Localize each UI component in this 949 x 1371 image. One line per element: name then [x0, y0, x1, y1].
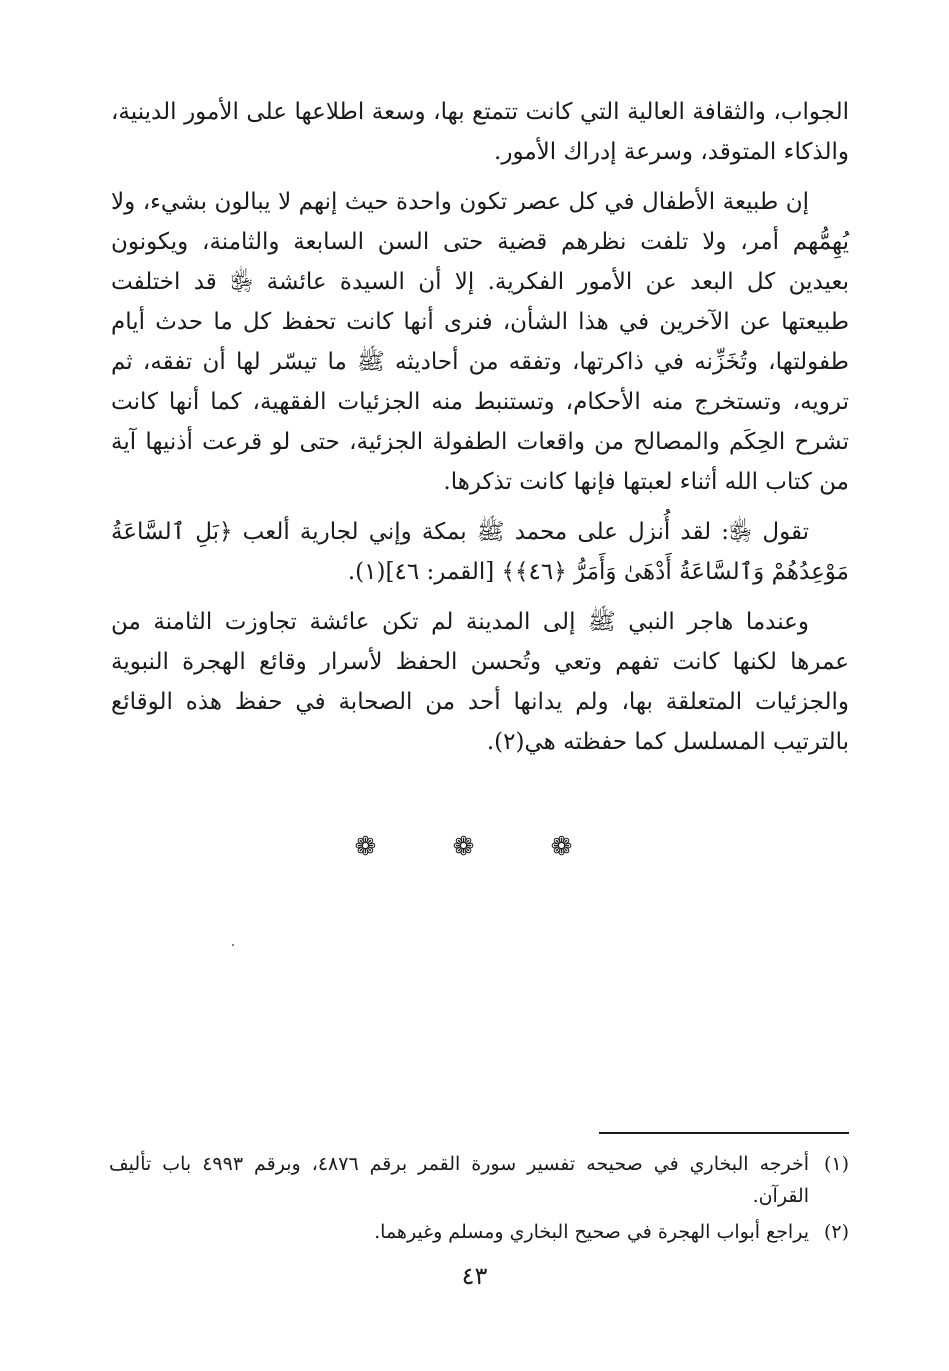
paragraph-2: إن طبيعة الأطفال في كل عصر تكون واحدة حيث إنهم لا يبالون بشيء، ولا يُهِمُّهم أمر، ولا تلفت نظرهم قضية حتى السن السابعة والثامنة، ويكونون بعيدين كل البعد عن الأمور الفكرية. إلا أن السيدة عائشة ﵂ قد اختلفت طبيعتها عن الآخرين في هذا الشأن، فنرى أنها كانت تحفظ كل ما حدث أيام طفولتها، وتُخَزِّنه في ذاكرتها، وتفقه من أحاديثه ﷺ ما تيسّر لها أن تفقه، ثم ترويه، وتستخرج منه الأحكام، وتستنبط منه الجزئيات الفقهية، كما أنها كانت تشرح الحِكَم والمصالح من واقعات الطفولة الجزئية، حتى لو قرعت أذنيها آية من كتاب الله أثناء لعبتها فإنها كانت تذكرها.: [111, 189, 849, 495]
paragraph-4: وعندما هاجر النبي ﷺ إلى المدينة لم تكن عائشة تجاوزت الثامنة من عمرها لكنها كانت تفهم وتعي وتُحسن الحفظ لأسرار وقائع الهجرة النبوية والجزئيات المتعلقة بها، ولم يدانها أحد من الصحابة في حفظ هذه الوقائع بالترتيب المسلسل كما حفظته هي(٢).: [111, 609, 849, 755]
footnote-number: (١): [823, 1153, 849, 1175]
ornament-flower-icon: ❁: [452, 832, 497, 862]
footnote-number: (٢): [823, 1221, 849, 1243]
ornament-flower-icon: ❁: [550, 832, 595, 862]
main-text: [111, 92, 849, 772]
section-divider-ornaments: [0, 832, 949, 862]
footnote-text: يراجع أبواب الهجرة في صحيح البخاري ومسلم وغيرهما.: [374, 1221, 809, 1243]
footnote-2: [109, 1216, 849, 1248]
footnote-separator: [599, 1132, 849, 1134]
page-number: ٤٣: [461, 1262, 488, 1290]
paragraph-1: الجواب، والثقافة العالية التي كانت تتمتع بها، وسعة اطلاعها على الأمور الدينية، والذكاء المتوقد، وسرعة إدراك الأمور.: [111, 99, 849, 165]
paragraph-3-hadith-quote: تقول ﵂: لقد أُنزل على محمد ﷺ بمكة وإني لجارية ألعب ﴿بَلِ ٱلسَّاعَةُ مَوْعِدُهُمْ وَٱلسَّاعَةُ أَدْهَىٰ وَأَمَرُّ ﴿٤٦﴾﴾ [القمر: ٤٦](١).: [111, 519, 849, 585]
footnote-1: [109, 1148, 849, 1212]
footnote-text: أخرجه البخاري في صحيحه تفسير سورة القمر برقم ٤٨٧٦، وبرقم ٤٩٩٣ باب تأليف القرآن.: [109, 1153, 810, 1207]
footnotes: [109, 1148, 849, 1252]
ornament-flower-icon: ❁: [354, 832, 399, 862]
speck: [232, 944, 234, 946]
